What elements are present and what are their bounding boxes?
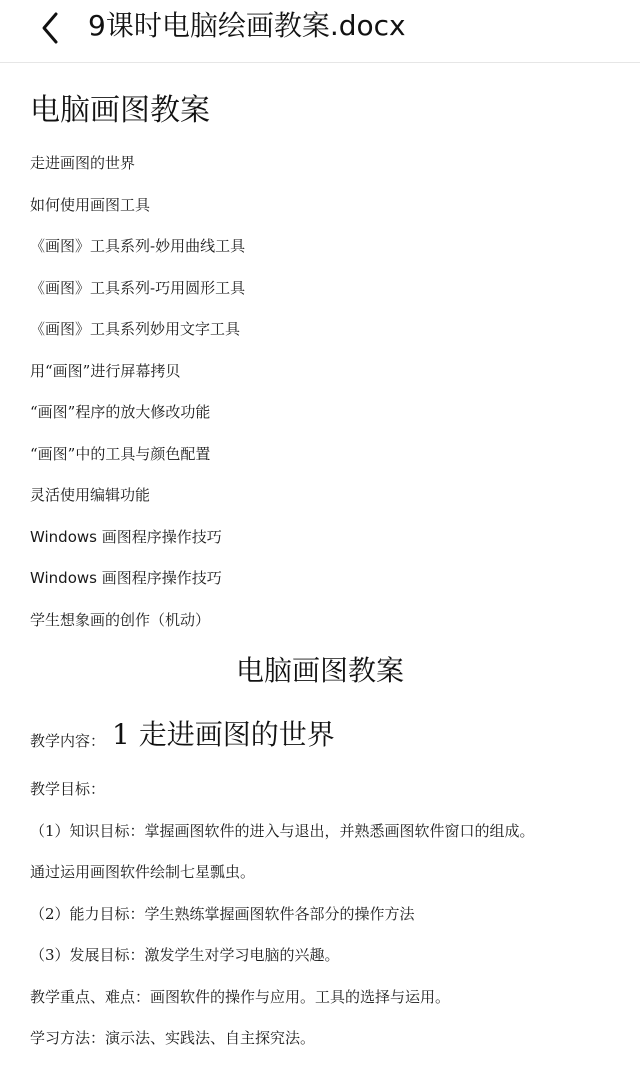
toc-item: 如何使用画图工具 (30, 196, 151, 214)
toc-item: 学生想象画的创作（机动） (30, 611, 211, 629)
toc-item: 灵活使用编辑功能 (30, 486, 151, 504)
paragraph: 教学重点、难点：画图软件的操作与应用。工具的选择与运用。 (30, 988, 451, 1006)
toc-item: Windows 画图程序操作技巧 (30, 569, 222, 587)
paragraph: 教学目标： (30, 780, 106, 798)
paragraph: （3）发展目标：激发学生对学习电脑的兴趣。 (30, 946, 340, 964)
document-title: 电脑画图教案 (30, 93, 210, 128)
toc-item: 《画图》工具系列-巧用圆形工具 (30, 279, 246, 297)
paragraph: 学习方法：演示法、实践法、自主探究法。 (30, 1029, 316, 1047)
paragraph: 通过运用画图软件绘制七星瓢虫。 (30, 863, 256, 881)
chevron-left-icon (30, 6, 74, 50)
toc-item: Windows 画图程序操作技巧 (30, 528, 222, 546)
section-title: 电脑画图教案 (235, 654, 404, 687)
toc-item: 用“画图”进行屏幕拷贝 (30, 362, 181, 380)
content-label: 教学内容： (30, 732, 106, 750)
paragraph: （2）能力目标：学生熟练掌握画图软件各部分的操作方法 (30, 905, 415, 923)
content-title: 1 走进画图的世界 (112, 718, 335, 751)
file-name-title: 9课时电脑绘画教案.docx (88, 9, 406, 42)
toc-item: 《画图》工具系列-妙用曲线工具 (30, 237, 246, 255)
back-button[interactable] (30, 6, 74, 50)
toc-item: 走进画图的世界 (30, 154, 136, 172)
toc-item: “画图”程序的放大修改功能 (30, 403, 211, 421)
toc-item: 《画图》工具系列妙用文字工具 (30, 320, 241, 338)
top-bar (0, 0, 640, 63)
paragraph: （1）知识目标：掌握画图软件的进入与退出，并熟悉画图软件窗口的组成。 (30, 822, 535, 840)
toc-item: “画图”中的工具与颜色配置 (30, 445, 211, 463)
